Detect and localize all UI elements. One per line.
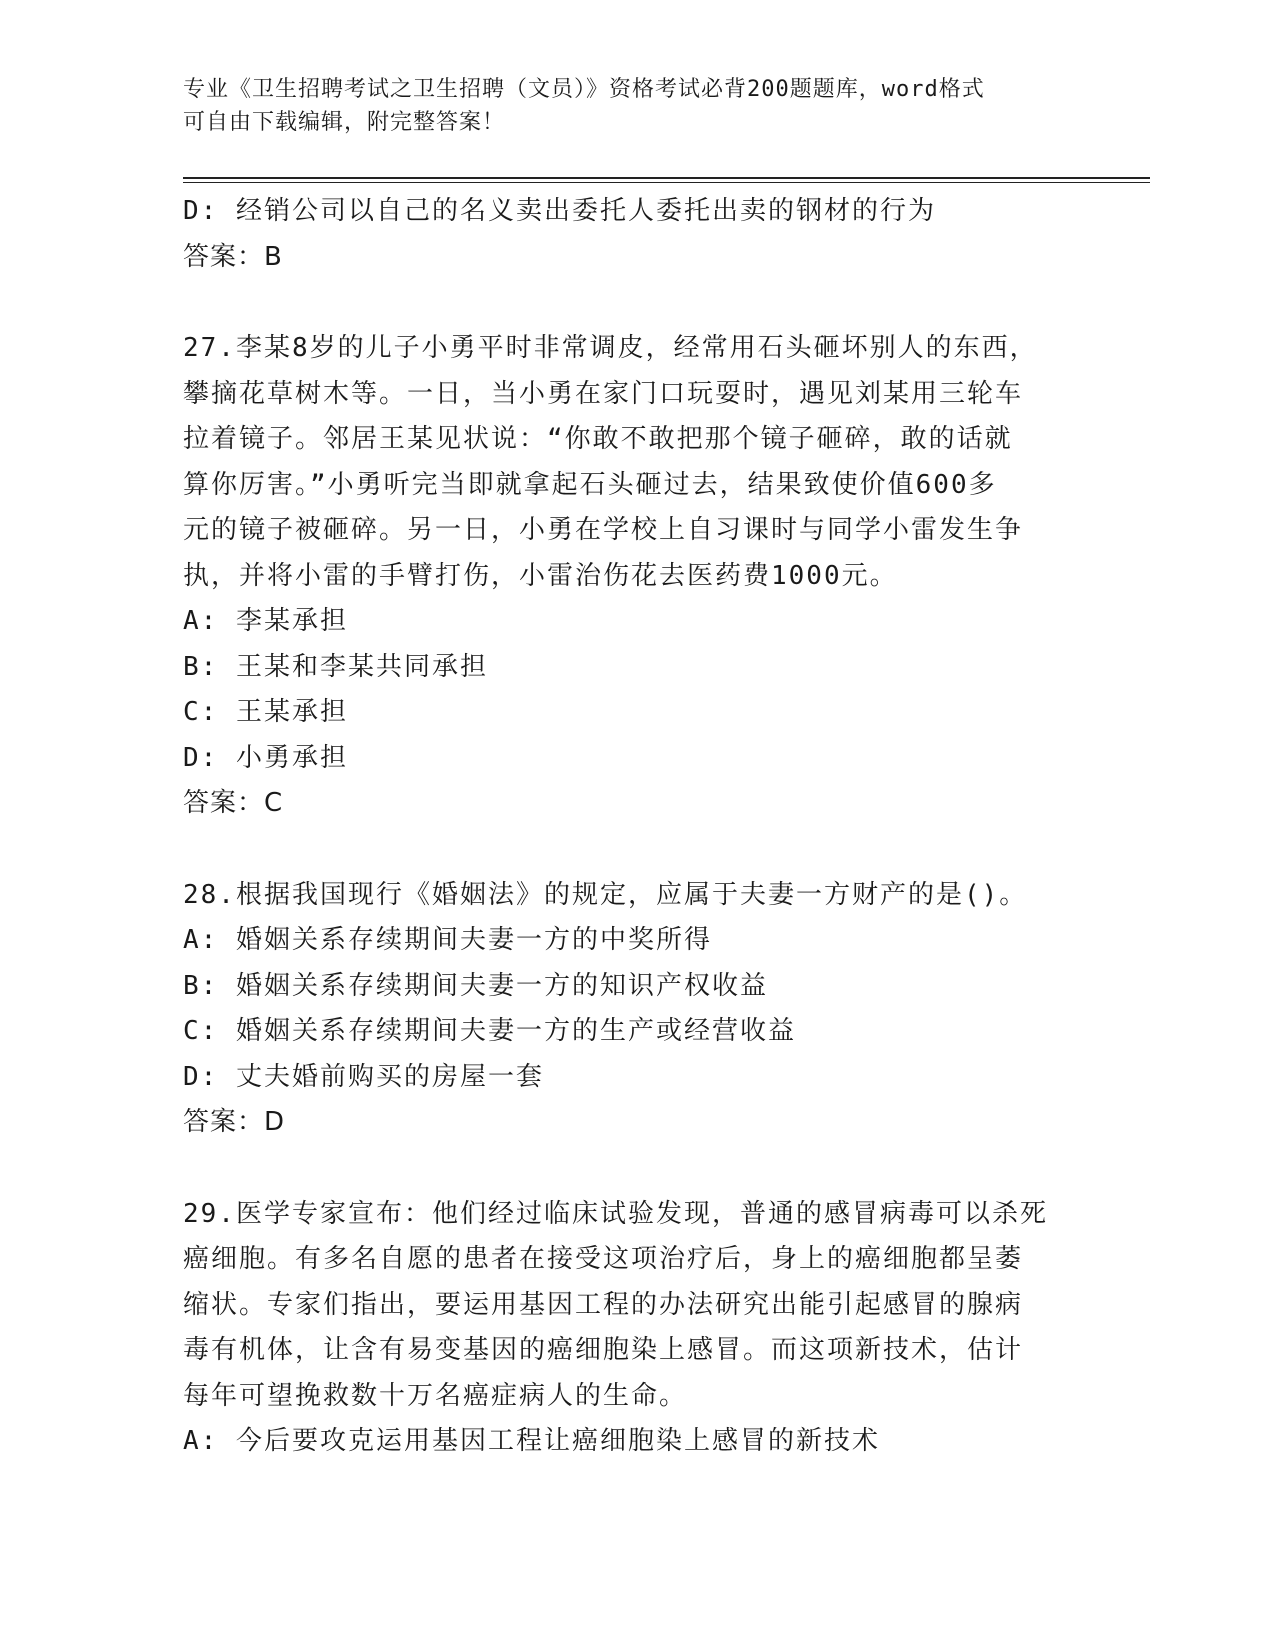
question-stem-line: 27.李某8岁的儿子小勇平时非常调皮，经常用石头砸坏别人的东西， [183, 333, 1038, 363]
question-28 [183, 873, 1063, 1146]
answer-label: 答案：D [183, 1107, 286, 1137]
question-stem-line: 29.医学专家宣布：他们经过临床试验发现，普通的感冒病毒可以杀死 [183, 1198, 1048, 1229]
option-a: A: 今后要攻克运用基因工程让癌细胞染上感冒的新技术 [183, 1426, 880, 1456]
option-b: B: 婚姻关系存续期间夫妻一方的知识产权收益 [183, 970, 768, 1001]
option-d: D: 经销公司以自己的名义卖出委托人委托出卖的钢材的行为 [183, 196, 936, 226]
option-d: D: 丈夫婚前购买的房屋一套 [183, 1061, 544, 1092]
header-divider-thick [183, 177, 1150, 179]
question-list [183, 189, 1063, 1465]
question-stem-line: 执，并将小雷的手臂打伤，小雷治伤花去医药费1000元。 [183, 560, 898, 591]
question-stem-line: 癌细胞。有多名自愿的患者在接受这项治疗后，身上的癌细胞都呈萎 [183, 1244, 1024, 1274]
header-title-line-1: 专业《卫生招聘考试之卫生招聘（文员）》资格考试必背200题题库，word格式 [183, 77, 985, 102]
question-stem-line: 元的镜子被砸碎。另一日，小勇在学校上自习课时与同学小雷发生争 [183, 515, 1024, 545]
question-27 [183, 326, 1063, 827]
header-title-line-2: 可自由下载编辑，附完整答案！ [183, 110, 506, 135]
option-c: C: 王某承担 [183, 697, 348, 727]
option-a: A: 李某承担 [183, 606, 348, 636]
spacer [183, 280, 1063, 326]
option-c: C: 婚姻关系存续期间夫妻一方的生产或经营收益 [183, 1016, 796, 1046]
question-stem-line: 毒有机体，让含有易变基因的癌细胞染上感冒。而这项新技术，估计 [183, 1335, 1024, 1365]
option-d: D: 小勇承担 [183, 742, 348, 773]
option-a: A: 婚姻关系存续期间夫妻一方的中奖所得 [183, 925, 712, 955]
question-stem-line: 拉着镜子。邻居王某见状说：“你敢不敢把那个镜子砸碎，敢的话就 [183, 424, 1013, 454]
question-stem-line: 缩状。专家们指出，要运用基因工程的办法研究出能引起感冒的腺病 [183, 1289, 1024, 1320]
answer-label: 答案：C [183, 788, 284, 818]
question-stem-line: 攀摘花草树木等。一日，当小勇在家门口玩耍时，遇见刘某用三轮车 [183, 378, 1024, 409]
spacer [183, 827, 1063, 873]
spacer [183, 1146, 1063, 1192]
question-26-tail [183, 189, 1063, 280]
document-header [183, 73, 1063, 139]
header-divider-thin [183, 182, 1150, 183]
answer-label: 答案：B [183, 241, 283, 272]
question-stem-line: 算你厉害。”小勇听完当即就拿起石头砸过去，结果致使价值600多 [183, 469, 997, 500]
question-29 [183, 1192, 1063, 1465]
question-stem-line: 每年可望挽救数十万名癌症病人的生命。 [183, 1380, 688, 1411]
question-stem-line: 28.根据我国现行《婚姻法》的规定，应属于夫妻一方财产的是()。 [183, 879, 1028, 910]
option-b: B: 王某和李某共同承担 [183, 651, 488, 682]
